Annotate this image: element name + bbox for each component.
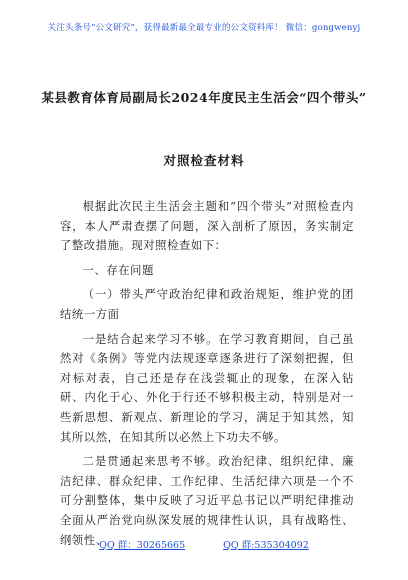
header-note: 关注头条号“公文研究”，获得最新最全最专业的公文资料库！ 微信：gongwenyj bbox=[47, 23, 361, 33]
footer bbox=[0, 537, 408, 551]
document-body bbox=[60, 197, 354, 555]
document-subtitle: 对照检查材料 bbox=[163, 153, 245, 168]
paragraph-point-2: 二是贯通起来思考不够。政治纪律、组织纪律、廉洁纪律、群众纪律、工作纪律、生活纪律六项是一个不可分割整体，集中反映了习近平总书记以严明纪律推动全面从严治党向纵深发展的规律性认识，具有战略性、纲领性、 bbox=[60, 455, 354, 547]
footer-qq-group-1: QQ 群：30265665 bbox=[99, 540, 186, 551]
subsection-heading: （一）带头严守政治纪律和政治规矩，维护党的团结统一方面 bbox=[60, 288, 354, 321]
document-title: 某县教育体育局副局长2024年度民主生活会“四个带头” bbox=[41, 90, 367, 105]
footer-qq-group-2: QQ 群:535304092 bbox=[223, 540, 309, 551]
paragraph-intro: 根据此次民主生活会主题和“四个带头”对照检查内容，本人严肃查摆了问题，深入剖析了原因，务实制定了整改措施。现对照检查如下： bbox=[60, 200, 354, 253]
paragraph-point-1: 一是结合起来学习不够。在学习教育期间，自己虽然对《条例》等党内法规逐章逐条进行了深刻把握，但对标对表，自己还是存在浅尝辄止的现象，在深入钻研、内化于心、外化于行还不够积极主动，特别是对一些新思想、新观点、新理论的学习，满足于知其然，知其所以然，在知其所以必然上下功夫不够。 bbox=[60, 332, 354, 444]
section-heading: 一、存在问题 bbox=[82, 263, 154, 277]
